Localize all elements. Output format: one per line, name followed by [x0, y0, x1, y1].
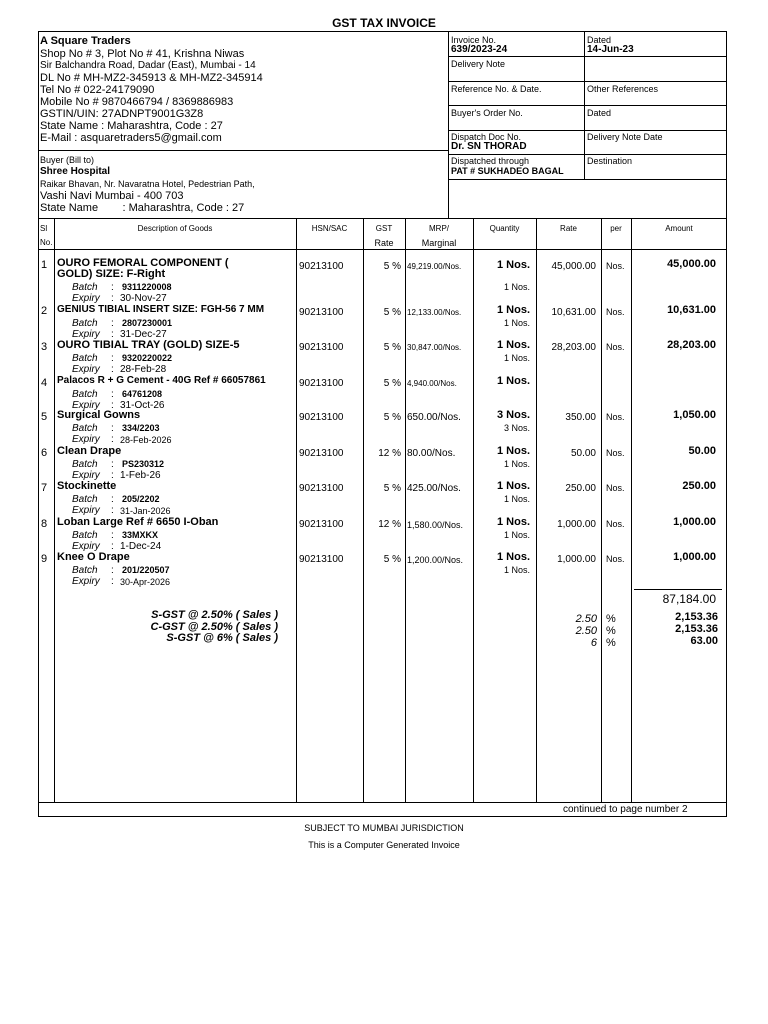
- row-quantity: 1 Nos.: [496, 259, 530, 271]
- row-mrp: 49,219.00/Nos.: [407, 262, 462, 271]
- table-row: [0, 374, 768, 410]
- row-batch-colon: :: [111, 459, 114, 470]
- table-row: [0, 302, 768, 338]
- row-expiry: 31-Jan-2026: [120, 506, 171, 516]
- hsn-header: HSN/SAC: [311, 224, 348, 233]
- row-sl: 7: [41, 482, 48, 494]
- tax-label: S-GST @ 6% ( Sales ): [166, 632, 278, 644]
- row-gst: 12 %: [378, 519, 401, 530]
- tax-amount: 2,153.36: [675, 623, 718, 635]
- row-sl: 9: [41, 553, 48, 565]
- row-expiry-colon: :: [111, 293, 114, 304]
- row-amount: 10,631.00: [667, 304, 716, 316]
- row-expiry: 30-Apr-2026: [120, 577, 171, 587]
- tax-label: C-GST @ 2.50% ( Sales ): [150, 621, 278, 633]
- row-quantity-billed: 1 Nos.: [503, 494, 530, 504]
- row-rate: 45,000.00: [551, 261, 596, 272]
- row-expiry-label: Expiry: [72, 470, 100, 481]
- row-expiry-colon: :: [111, 541, 114, 552]
- tax-rate: 6: [590, 637, 597, 649]
- row-batch: 334/2203: [122, 423, 160, 433]
- row-gst: 5 %: [383, 342, 401, 353]
- dated-value: 14-Jun-23: [587, 44, 634, 55]
- row-batch-label: Batch: [72, 318, 98, 329]
- row-expiry-colon: :: [111, 576, 114, 587]
- buyer-label: Buyer (Bill to): [40, 155, 95, 165]
- row-sl: 5: [41, 411, 48, 423]
- destination-label: Destination: [587, 156, 633, 166]
- row-gst: 5 %: [383, 378, 401, 389]
- row-hsn: 90213100: [299, 378, 344, 389]
- delivery-note-label: Delivery Note: [451, 59, 506, 69]
- row-quantity: 1 Nos.: [496, 445, 530, 457]
- buyer-address-line: Vashi Navi Mumbai - 400 703: [40, 190, 184, 202]
- delivery-note-date-label: Delivery Note Date: [587, 132, 663, 142]
- row-per: Nos.: [606, 519, 625, 529]
- row-rate: 1,000.00: [557, 519, 596, 530]
- row-quantity-billed: 1 Nos.: [503, 353, 530, 363]
- row-expiry-label: Expiry: [72, 434, 100, 445]
- rate-header: Rate: [560, 224, 577, 233]
- tax-unit: %: [606, 637, 616, 649]
- row-rate: 10,631.00: [551, 307, 596, 318]
- row-amount: 1,000.00: [673, 551, 716, 563]
- dispatch-doc-value: Dr. SN THORAD: [451, 141, 527, 152]
- row-per: Nos.: [606, 448, 625, 458]
- row-expiry-label: Expiry: [72, 364, 100, 375]
- tax-rate: 2.50: [575, 613, 597, 625]
- gst-rate-header: Rate: [374, 238, 394, 248]
- row-hsn: 90213100: [299, 519, 344, 530]
- row-batch-label: Batch: [72, 282, 98, 293]
- table-row: [0, 256, 768, 304]
- seller-address-line: Shop No # 3, Plot No # 41, Krishna Niwas: [40, 48, 245, 60]
- row-rate: 1,000.00: [557, 554, 596, 565]
- row-mrp: 650.00/Nos.: [407, 412, 461, 423]
- row-description: Clean Drape: [57, 445, 122, 457]
- row-expiry-colon: :: [111, 434, 114, 445]
- row-quantity: 1 Nos.: [496, 551, 530, 563]
- invoice-no-value: 639/2023-24: [451, 44, 508, 55]
- row-batch-label: Batch: [72, 565, 98, 576]
- row-expiry: 31-Oct-26: [120, 400, 165, 411]
- row-sl: 4: [41, 377, 48, 389]
- row-description: Loban Large Ref # 6650 I-Oban: [57, 516, 219, 528]
- row-expiry: 1-Dec-24: [120, 541, 162, 552]
- row-rate: 350.00: [565, 412, 596, 423]
- row-quantity-billed: 1 Nos.: [503, 282, 530, 292]
- dispatch-doc-label: Dispatch Doc No.: [451, 132, 522, 142]
- per-header: per: [610, 224, 622, 233]
- row-expiry-label: Expiry: [72, 293, 100, 304]
- reference-label: Reference No. & Date.: [451, 84, 542, 94]
- row-batch: 201/220507: [122, 565, 170, 575]
- invoice-title: GST TAX INVOICE: [332, 16, 436, 30]
- tax-rate: 2.50: [575, 625, 597, 637]
- row-hsn: 90213100: [299, 307, 344, 318]
- row-quantity: 1 Nos.: [496, 480, 530, 492]
- row-amount: 50.00: [688, 445, 716, 457]
- row-batch-colon: :: [111, 353, 114, 364]
- row-quantity: 1 Nos.: [496, 516, 530, 528]
- row-amount: 1,050.00: [673, 409, 716, 421]
- row-quantity: 1 Nos.: [496, 304, 530, 316]
- buyer-state: State Name : Maharashtra, Code : 27: [40, 202, 245, 214]
- row-batch-colon: :: [111, 389, 114, 400]
- row-batch: 33MXKX: [122, 530, 159, 540]
- row-quantity-billed: 1 Nos.: [503, 459, 530, 469]
- row-expiry-label: Expiry: [72, 541, 100, 552]
- tax-amount: 63.00: [690, 635, 718, 647]
- sl-no-header: No.: [40, 238, 53, 247]
- row-gst: 12 %: [378, 448, 401, 459]
- quantity-header: Quantity: [489, 224, 520, 233]
- row-hsn: 90213100: [299, 412, 344, 423]
- row-description: GENIUS TIBIAL INSERT SIZE: FGH-56 7 MM: [57, 304, 265, 315]
- row-gst: 5 %: [383, 412, 401, 423]
- seller-tel-no: Tel No # 022-24179090: [40, 84, 155, 96]
- row-description: Palacos R + G Cement - 40G Ref # 66057861: [57, 375, 266, 386]
- dated-label: Dated: [587, 35, 612, 45]
- row-hsn: 90213100: [299, 483, 344, 494]
- buyer-block: [40, 154, 255, 214]
- row-rate: 28,203.00: [551, 342, 596, 353]
- row-batch: 9320220022: [122, 353, 173, 363]
- row-expiry: 28-Feb-28: [120, 364, 167, 375]
- row-batch-colon: :: [111, 530, 114, 541]
- row-sl: 6: [41, 447, 48, 459]
- row-gst: 5 %: [383, 554, 401, 565]
- seller-gstin: GSTIN/UIN: 27ADNPT9001G3Z8: [40, 108, 204, 120]
- row-mrp: 4,940.00/Nos.: [407, 379, 457, 388]
- dated2-label: Dated: [587, 108, 612, 118]
- table-row: [0, 444, 768, 480]
- row-batch-colon: :: [111, 318, 114, 329]
- table-row: [0, 338, 768, 374]
- dispatched-through-label: Dispatched through: [451, 156, 530, 166]
- table-row: [0, 408, 768, 444]
- row-expiry: 28-Feb-2026: [120, 435, 172, 445]
- gst-header: GST: [375, 224, 393, 233]
- row-quantity-billed: 1 Nos.: [503, 565, 530, 575]
- row-batch: 64761208: [122, 389, 163, 399]
- row-mrp: 1,200.00/Nos.: [407, 555, 464, 565]
- row-expiry: 1-Feb-26: [120, 470, 161, 481]
- row-hsn: 90213100: [299, 448, 344, 459]
- row-quantity: 1 Nos.: [496, 375, 530, 387]
- seller-dl-no: DL No # MH-MZ2-345913 & MH-MZ2-345914: [40, 72, 263, 84]
- row-description: OURO TIBIAL TRAY (GOLD) SIZE-5: [57, 339, 240, 351]
- row-batch-label: Batch: [72, 459, 98, 470]
- row-batch-colon: :: [111, 423, 114, 434]
- row-quantity: 3 Nos.: [496, 409, 530, 421]
- row-batch-label: Batch: [72, 494, 98, 505]
- row-mrp: 425.00/Nos.: [407, 483, 461, 494]
- row-description: Knee O Drape: [57, 551, 130, 563]
- seller-block: [40, 35, 263, 144]
- row-amount: 28,203.00: [667, 339, 716, 351]
- sl-header: Sl: [40, 224, 48, 233]
- row-rate: 50.00: [570, 448, 596, 459]
- row-hsn: 90213100: [299, 261, 344, 272]
- description-header: Description of Goods: [137, 224, 213, 233]
- row-expiry-label: Expiry: [72, 505, 100, 516]
- jurisdiction-note: SUBJECT TO MUMBAI JURISDICTION: [304, 823, 464, 833]
- continued-note: continued to page number 2: [563, 804, 688, 815]
- row-per: Nos.: [606, 307, 625, 317]
- row-expiry-colon: :: [111, 329, 114, 340]
- row-batch: 205/2202: [122, 494, 160, 504]
- row-batch: 9311220008: [122, 282, 172, 292]
- row-expiry-label: Expiry: [72, 576, 100, 587]
- row-batch-label: Batch: [72, 353, 98, 364]
- mrp-header: MRP/: [429, 224, 449, 233]
- row-sl: 8: [41, 518, 48, 530]
- computer-generated-note: This is a Computer Generated Invoice: [308, 840, 460, 850]
- dispatched-through-value: PAT # SUKHADEO BAGAL: [451, 166, 564, 176]
- row-batch-colon: :: [111, 565, 114, 576]
- row-per: Nos.: [606, 261, 625, 271]
- row-expiry-label: Expiry: [72, 329, 100, 340]
- row-expiry: 31-Dec-27: [120, 329, 167, 340]
- row-expiry-label: Expiry: [72, 400, 100, 411]
- row-hsn: 90213100: [299, 342, 344, 353]
- row-rate: 250.00: [565, 483, 596, 494]
- seller-state: State Name : Maharashtra, Code : 27: [40, 120, 223, 132]
- row-batch: 2807230001: [122, 318, 173, 328]
- row-gst: 5 %: [383, 261, 401, 272]
- row-description: Surgical Gowns: [57, 409, 141, 421]
- row-sl: 3: [41, 341, 48, 353]
- row-description: Stockinette: [57, 480, 117, 492]
- row-gst: 5 %: [383, 483, 401, 494]
- row-batch: PS230312: [122, 459, 165, 469]
- tax-label: S-GST @ 2.50% ( Sales ): [151, 609, 278, 621]
- seller-address-line: Sir Balchandra Road, Dadar (East), Mumbai - 14: [40, 60, 256, 71]
- row-batch-colon: :: [111, 494, 114, 505]
- amount-header: Amount: [665, 224, 693, 233]
- row-sl: 2: [41, 305, 48, 317]
- buyer-address-line: Raikar Bhavan, Nr. Navaratna Hotel, Pedestrian Path,: [40, 179, 255, 189]
- row-expiry-colon: :: [111, 364, 114, 375]
- buyers-order-label: Buyer's Order No.: [451, 108, 523, 118]
- tax-unit: %: [606, 613, 616, 625]
- row-batch-label: Batch: [72, 389, 98, 400]
- mrp-marginal-header: Marginal: [421, 238, 457, 248]
- row-amount: 45,000.00: [667, 258, 716, 270]
- table-row: [0, 515, 768, 551]
- row-quantity-billed: 1 Nos.: [503, 318, 530, 328]
- row-quantity: 1 Nos.: [496, 339, 530, 351]
- row-mrp: 1,580.00/Nos.: [407, 520, 464, 530]
- seller-name: A Square Traders: [40, 35, 131, 47]
- row-expiry: 30-Nov-27: [120, 293, 167, 304]
- row-per: Nos.: [606, 554, 625, 564]
- row-per: Nos.: [606, 483, 625, 493]
- row-expiry-colon: :: [111, 470, 114, 481]
- buyer-name: Shree Hospital: [40, 166, 111, 177]
- table-row: [0, 550, 768, 586]
- row-mrp: 30,847.00/Nos.: [407, 343, 462, 352]
- subtotal-amount: 87,184.00: [662, 592, 716, 606]
- row-mrp: 80.00/Nos.: [407, 448, 456, 459]
- tax-unit: %: [606, 625, 616, 637]
- other-references-label: Other References: [587, 84, 659, 94]
- row-quantity-billed: 1 Nos.: [503, 530, 530, 540]
- row-batch-label: Batch: [72, 530, 98, 541]
- row-batch-colon: :: [111, 282, 114, 293]
- row-amount: 250.00: [682, 480, 716, 492]
- row-batch-label: Batch: [72, 423, 98, 434]
- invoice-no-label: Invoice No.: [451, 35, 497, 45]
- row-gst: 5 %: [383, 307, 401, 318]
- row-quantity-billed: 3 Nos.: [503, 423, 530, 433]
- seller-mobile-no: Mobile No # 9870466794 / 8369886983: [40, 96, 234, 108]
- row-expiry-colon: :: [111, 505, 114, 516]
- row-expiry-colon: :: [111, 400, 114, 411]
- row-description: OURO FEMORAL COMPONENT (: [57, 257, 229, 269]
- row-sl: 1: [41, 259, 48, 271]
- row-hsn: 90213100: [299, 554, 344, 565]
- table-row: [0, 479, 768, 515]
- row-per: Nos.: [606, 412, 625, 422]
- row-description-line2: GOLD) SIZE: F-Right: [57, 268, 166, 280]
- row-mrp: 12,133.00/Nos.: [407, 308, 462, 317]
- tax-amount: 2,153.36: [675, 611, 718, 623]
- row-amount: 1,000.00: [673, 516, 716, 528]
- row-per: Nos.: [606, 342, 625, 352]
- seller-email: E-Mail : asquaretraders5@gmail.com: [40, 132, 222, 144]
